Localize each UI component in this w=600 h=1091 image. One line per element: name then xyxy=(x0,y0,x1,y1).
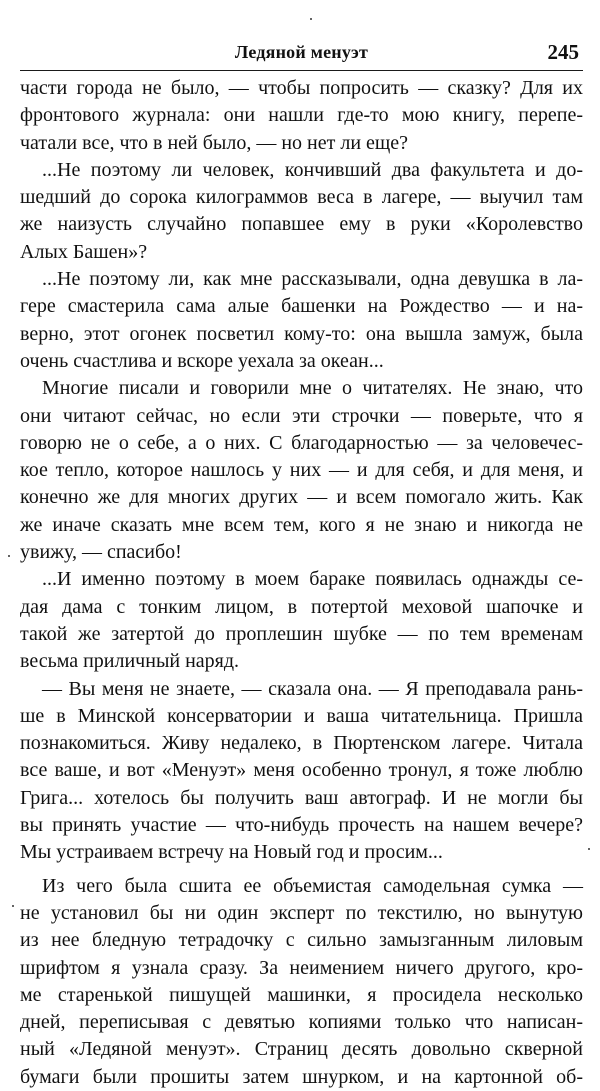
text-line: чатали все, что в ней было, — но нет ли еще? xyxy=(20,131,409,154)
text-line: Алых Башен»? xyxy=(20,240,148,263)
running-title: Ледяной менуэт xyxy=(234,42,369,62)
text-line: верно, этот огонек посветил кому-то: она вышла замуж, была xyxy=(20,322,583,345)
text-line: конечно же для многих других — и всем помогало жить. Как xyxy=(20,486,583,509)
text-line: вы принять участие — что-нибудь прочесть на нашем вечере? xyxy=(20,814,583,837)
text-line: шрифтом я узнала сразу. За неимением ничего другого, кро- xyxy=(20,956,583,979)
paragraph-6 xyxy=(20,676,583,867)
paragraph-7 xyxy=(20,873,583,1091)
text-line: они читают сейчас, но если эти строчки — поверьте, что я xyxy=(20,404,583,427)
running-header xyxy=(20,40,583,68)
text-line: бумаги были прошиты затем шнурком, и на картонной об- xyxy=(20,1065,583,1088)
text-line: шедший до сорока килограммов веса в лагере, — выучил там xyxy=(20,186,583,209)
paragraph-4 xyxy=(20,375,583,566)
paragraph-5 xyxy=(20,566,583,675)
paragraph-2 xyxy=(20,157,583,266)
text-line: Многие писали и говорили мне о читателях. Не знаю, что xyxy=(42,377,583,400)
text-line: фронтового журнала: они нашли где-то мою книгу, перепе- xyxy=(20,104,583,127)
scan-speck xyxy=(310,18,312,20)
text-line: — Вы меня не знаете, — сказала она. — Я преподавала рань- xyxy=(42,677,583,700)
scan-speck xyxy=(8,555,10,557)
text-line: ше в Минской консерватории и ваша читательница. Пришла xyxy=(20,704,583,727)
text-line: ...Не поэтому ли человек, кончивший два факультета и до- xyxy=(42,158,583,181)
text-line: ...Не поэтому ли, как мне рассказывали, одна девушка в ла- xyxy=(42,268,583,291)
text-line: очень счастлива и вскоре уехала за океан... xyxy=(20,349,384,372)
text-line: весьма приличный наряд. xyxy=(20,650,240,673)
body-text xyxy=(20,75,583,1091)
text-line: гере смастерила сама алые башенки на Рождество — и на- xyxy=(20,295,583,318)
text-line: части города не было, — чтобы попросить — сказку? Для их xyxy=(20,77,583,99)
text-line: Грига... хотелось бы получить ваш автограф. И не могли бы xyxy=(20,786,583,809)
text-line: не установил бы ни один эксперт по текстилю, но вынутую xyxy=(20,901,583,924)
text-line: кое тепло, которое нашлось у них — и для себя, и для меня, и xyxy=(20,459,583,482)
text-line: Из чего была сшита ее объемистая самодельная сумка — xyxy=(42,874,583,897)
text-line: дней, переписывая с девятью копиями только что написан- xyxy=(20,1011,583,1034)
text-line: дая дама с тонким лицом, в потертой меховой шапочке и xyxy=(20,595,583,618)
text-line: все ваше, и вот «Менуэт» меня особенно тронул, я тоже люблю xyxy=(20,759,583,782)
paragraph-3 xyxy=(20,266,583,375)
text-line: такой же затертой до проплешин шубке — по тем временам xyxy=(20,622,583,645)
text-line: увижу, — спасибо! xyxy=(20,541,182,564)
text-line: же иначе сказать мне всем тем, кого я не знаю и никогда не xyxy=(20,513,583,536)
scan-speck xyxy=(588,848,590,850)
text-line: Мы устраиваем встречу на Новый год и просим... xyxy=(20,841,443,864)
text-line: познакомиться. Живу недалеко, в Пюртенском лагере. Читала xyxy=(20,732,583,755)
text-line: же наизусть случайно попавшее ему в руки «Королевство xyxy=(20,213,583,236)
paragraph-1 xyxy=(20,75,583,157)
text-line: говорю не о себе, а о них. С благодарностью — за человечес- xyxy=(20,431,583,454)
text-line: из нее бледную тетрадочку с сильно замызганным лиловым xyxy=(20,929,583,952)
page-number: 245 xyxy=(547,40,579,64)
text-line: ме старенькой пишущей машинки, я просидела несколько xyxy=(20,983,583,1006)
text-line: ный «Ледяной менуэт». Страниц десять довольно скверной xyxy=(20,1038,583,1061)
header-rule xyxy=(20,70,583,71)
scan-speck xyxy=(12,905,14,907)
text-line: ...И именно поэтому в моем бараке появилась однажды се- xyxy=(42,568,583,591)
